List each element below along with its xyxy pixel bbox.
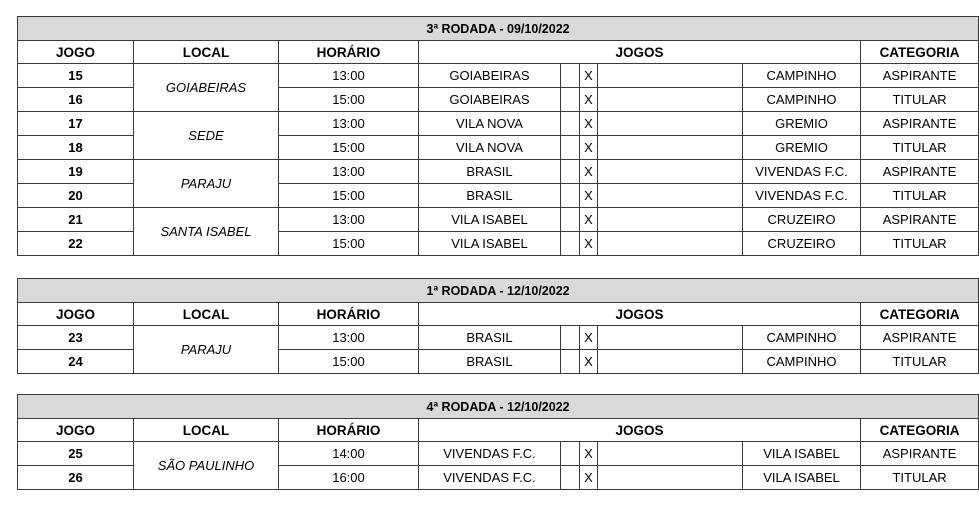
header-row [18, 41, 979, 64]
away-team: VILA ISABEL [743, 442, 861, 466]
header-jogo: JOGO [18, 303, 134, 326]
spacer-cell [598, 326, 743, 350]
game-time: 14:00 [279, 442, 419, 466]
game-number: 15 [18, 64, 134, 88]
spacer-cell [561, 350, 580, 374]
header-categoria: CATEGORIA [861, 303, 979, 326]
spacer-cell [598, 112, 743, 136]
venue-name: PARAJU [134, 326, 279, 374]
game-time: 13:00 [279, 208, 419, 232]
game-time: 13:00 [279, 112, 419, 136]
category: TITULAR [861, 466, 979, 490]
round-table [17, 394, 979, 490]
spacer-cell [598, 232, 743, 256]
versus-mark: X [580, 136, 598, 160]
spacer-cell [598, 88, 743, 112]
round-title-row [18, 395, 979, 419]
game-number: 22 [18, 232, 134, 256]
home-team: GOIABEIRAS [419, 64, 561, 88]
category: ASPIRANTE [861, 64, 979, 88]
spacer-cell [561, 184, 580, 208]
home-team: BRASIL [419, 184, 561, 208]
category: TITULAR [861, 88, 979, 112]
home-team: BRASIL [419, 350, 561, 374]
game-number: 25 [18, 442, 134, 466]
spacer-cell [561, 88, 580, 112]
round-title: 4ª RODADA - 12/10/2022 [18, 395, 979, 419]
game-time: 13:00 [279, 326, 419, 350]
round-title: 1ª RODADA - 12/10/2022 [18, 279, 979, 303]
category: TITULAR [861, 350, 979, 374]
header-local: LOCAL [134, 419, 279, 442]
header-jogo: JOGO [18, 41, 134, 64]
home-team: VIVENDAS F.C. [419, 442, 561, 466]
round-title-row [18, 279, 979, 303]
venue-name: SEDE [134, 112, 279, 160]
table-row [18, 326, 979, 350]
header-horario: HORÁRIO [279, 419, 419, 442]
spacer-cell [561, 64, 580, 88]
versus-mark: X [580, 466, 598, 490]
header-local: LOCAL [134, 41, 279, 64]
game-number: 17 [18, 112, 134, 136]
category: TITULAR [861, 136, 979, 160]
spacer-cell [561, 112, 580, 136]
versus-mark: X [580, 184, 598, 208]
game-time: 16:00 [279, 466, 419, 490]
spacer-cell [561, 208, 580, 232]
away-team: VIVENDAS F.C. [743, 184, 861, 208]
category: TITULAR [861, 232, 979, 256]
game-number: 24 [18, 350, 134, 374]
versus-mark: X [580, 350, 598, 374]
venue-name: SANTA ISABEL [134, 208, 279, 256]
game-number: 26 [18, 466, 134, 490]
category: ASPIRANTE [861, 112, 979, 136]
category: TITULAR [861, 184, 979, 208]
header-categoria: CATEGORIA [861, 41, 979, 64]
away-team: CAMPINHO [743, 64, 861, 88]
spacer-cell [598, 442, 743, 466]
spacer-cell [598, 466, 743, 490]
versus-mark: X [580, 88, 598, 112]
game-time: 15:00 [279, 350, 419, 374]
category: ASPIRANTE [861, 160, 979, 184]
game-number: 21 [18, 208, 134, 232]
game-time: 15:00 [279, 184, 419, 208]
away-team: CAMPINHO [743, 88, 861, 112]
category: ASPIRANTE [861, 326, 979, 350]
versus-mark: X [580, 160, 598, 184]
away-team: GREMIO [743, 112, 861, 136]
header-horario: HORÁRIO [279, 41, 419, 64]
spacer-cell [561, 326, 580, 350]
versus-mark: X [580, 208, 598, 232]
game-time: 15:00 [279, 232, 419, 256]
header-row [18, 419, 979, 442]
away-team: CAMPINHO [743, 326, 861, 350]
spacer-cell [598, 136, 743, 160]
round-3-block [17, 394, 960, 490]
header-jogo: JOGO [18, 419, 134, 442]
header-horario: HORÁRIO [279, 303, 419, 326]
venue-name: SÃO PAULINHO [134, 442, 279, 490]
table-row [18, 442, 979, 466]
away-team: VIVENDAS F.C. [743, 160, 861, 184]
game-number: 19 [18, 160, 134, 184]
round-table [17, 278, 979, 374]
spacer-cell [598, 64, 743, 88]
spacer-cell [598, 350, 743, 374]
table-row [18, 112, 979, 136]
header-jogos: JOGOS [419, 41, 861, 64]
header-categoria: CATEGORIA [861, 419, 979, 442]
spacer-cell [598, 184, 743, 208]
table-row [18, 208, 979, 232]
header-jogos: JOGOS [419, 419, 861, 442]
versus-mark: X [580, 232, 598, 256]
game-time: 15:00 [279, 136, 419, 160]
home-team: VILA ISABEL [419, 232, 561, 256]
away-team: VILA ISABEL [743, 466, 861, 490]
home-team: BRASIL [419, 326, 561, 350]
away-team: GREMIO [743, 136, 861, 160]
game-number: 20 [18, 184, 134, 208]
category: ASPIRANTE [861, 208, 979, 232]
away-team: CAMPINHO [743, 350, 861, 374]
spacer-cell [561, 232, 580, 256]
versus-mark: X [580, 442, 598, 466]
header-jogos: JOGOS [419, 303, 861, 326]
versus-mark: X [580, 326, 598, 350]
round-1-block [17, 16, 960, 256]
away-team: CRUZEIRO [743, 232, 861, 256]
spacer-cell [561, 160, 580, 184]
home-team: VILA ISABEL [419, 208, 561, 232]
game-number: 16 [18, 88, 134, 112]
header-local: LOCAL [134, 303, 279, 326]
game-number: 18 [18, 136, 134, 160]
home-team: GOIABEIRAS [419, 88, 561, 112]
table-row [18, 64, 979, 88]
game-time: 13:00 [279, 160, 419, 184]
round-2-block [17, 278, 960, 374]
spacer-cell [561, 442, 580, 466]
round-table [17, 16, 979, 256]
header-row [18, 303, 979, 326]
home-team: VILA NOVA [419, 112, 561, 136]
spacer-cell [598, 160, 743, 184]
round-title: 3ª RODADA - 09/10/2022 [18, 17, 979, 41]
spacer-cell [561, 466, 580, 490]
venue-name: GOIABEIRAS [134, 64, 279, 112]
home-team: VIVENDAS F.C. [419, 466, 561, 490]
spacer-cell [598, 208, 743, 232]
spacer-cell [561, 136, 580, 160]
versus-mark: X [580, 112, 598, 136]
home-team: VILA NOVA [419, 136, 561, 160]
game-time: 13:00 [279, 64, 419, 88]
away-team: CRUZEIRO [743, 208, 861, 232]
game-number: 23 [18, 326, 134, 350]
category: ASPIRANTE [861, 442, 979, 466]
versus-mark: X [580, 64, 598, 88]
game-time: 15:00 [279, 88, 419, 112]
round-title-row [18, 17, 979, 41]
home-team: BRASIL [419, 160, 561, 184]
venue-name: PARAJU [134, 160, 279, 208]
table-row [18, 160, 979, 184]
